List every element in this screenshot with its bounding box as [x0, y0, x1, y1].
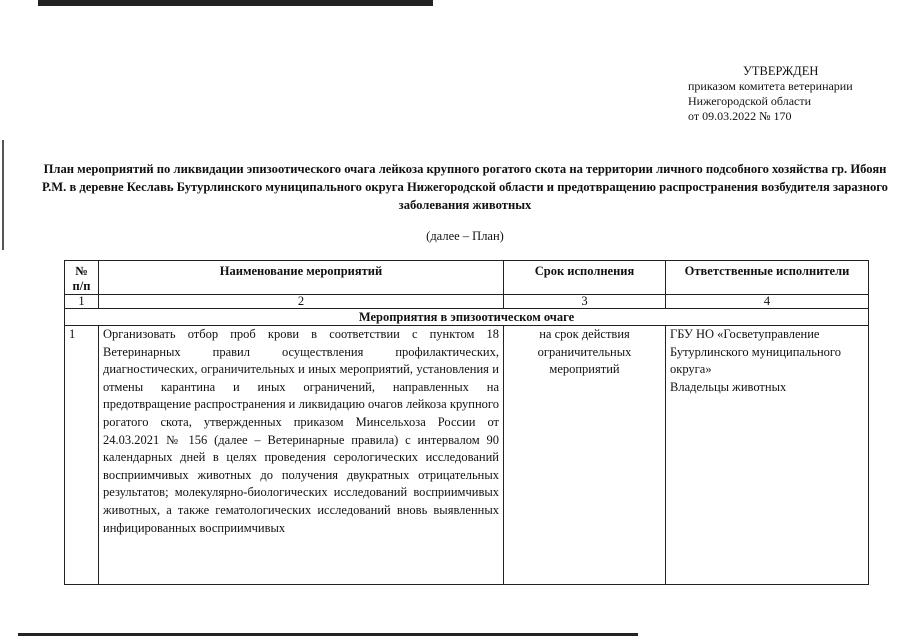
row-term: на срок действия ограничительных мероприятий	[504, 326, 666, 585]
header-name: Наименование мероприятий	[99, 261, 504, 295]
column-number: 3	[504, 295, 666, 309]
section-row	[65, 309, 869, 326]
approval-line-1: приказом комитета ветеринарии	[688, 79, 853, 93]
header-executors: Ответственные исполнители	[666, 261, 869, 295]
column-number-row	[65, 295, 869, 309]
row-executors	[666, 326, 869, 585]
column-number: 1	[65, 295, 99, 309]
row-number: 1	[65, 326, 99, 585]
document-subtitle: (далее – План)	[426, 229, 504, 243]
column-number: 2	[99, 295, 504, 309]
approval-heading: УТВЕРЖДЕН	[743, 64, 819, 78]
header-term: Срок исполнения	[504, 261, 666, 295]
table-header-row	[65, 261, 869, 295]
scan-margin-mark	[2, 140, 4, 250]
executor-organization: ГБУ НО «Госветуправление Бутурлинского муниципального округа»	[670, 327, 842, 377]
header-number: № п/п	[65, 261, 99, 295]
plan-table	[64, 260, 869, 585]
column-number: 4	[666, 295, 869, 309]
row-description: Организовать отбор проб крови в соответствии с пунктом 18 Ветеринарных правил осуществления профилактических, диагностических, ограничительных и иных мероприятий, установления и отмены карантина и иных ограничений, направленных на предотвращение распространения и ликвидацию очагов лейкоза крупного рогатого скота, утвержденных приказом Минсельхоза России от 24.03.2021 № 156 (далее – Ветеринарные правила) с интервалом 90 календарных дней в целях проведения серологических исследований восприимчивых животных до получения двукратных отрицательных результатов; молекулярно-биологических исследований восприимчивых животных, а также гематологических исследований вновь выявленных инфицированных восприимчивых	[99, 326, 504, 585]
approval-line-3: от 09.03.2022 № 170	[688, 109, 792, 123]
table-row	[65, 326, 869, 585]
approval-line-2: Нижегородской области	[688, 94, 812, 108]
executor-owners: Владельцы животных	[670, 379, 787, 394]
document-title: План мероприятий по ликвидации эпизоотического очага лейкоза крупного рогатого скота на территории личного подсобного хозяйства гр. Ибоян Р.М. в деревне Кеславь Бутурлинского муниципального округа Нижегородской области и предотвращению распространения возбудителя заразного заболевания животных	[42, 162, 888, 212]
approval-block	[688, 64, 898, 124]
bottom-scan-rule	[18, 633, 638, 636]
section-heading: Мероприятия в эпизоотическом очаге	[65, 309, 869, 326]
top-scan-rule	[38, 0, 433, 6]
